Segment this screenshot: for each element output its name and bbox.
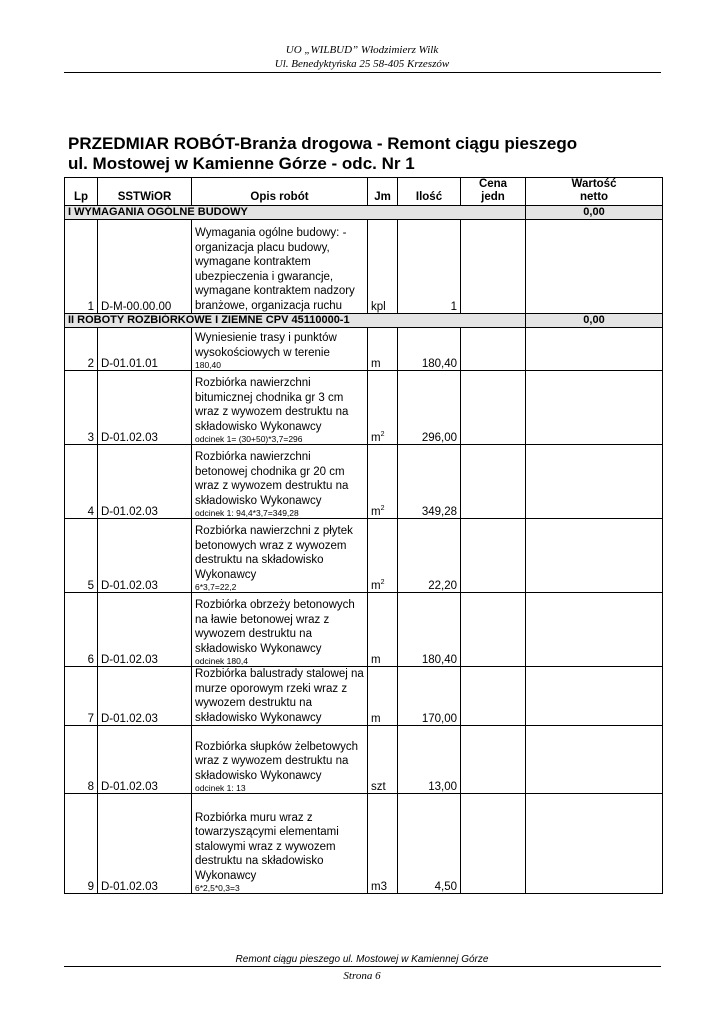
work-description: Rozbiórka muru wraz z towarzyszącymi elementami stalowymi wraz z wywozem destruktu na składowisko Wykonawcy — [195, 811, 339, 882]
work-description: Rozbiórka nawierzchni z płytek betonowych wraz z wywozem destruktu na składowisko Wykonawcy — [195, 525, 353, 581]
cell-wartosc — [526, 445, 663, 519]
quantity-calculation: 6*2,5*0,3=3 — [195, 883, 240, 893]
section-title: I WYMAGANIA OGÓLNE BUDOWY — [65, 206, 526, 220]
work-description: Rozbiórka nawierzchni bitumicznej chodnika gr 3 cm wraz z wywozem destruktu na składowisko Wykonawcy — [195, 377, 349, 433]
quantity-calculation: odcinek 1: 13 — [195, 783, 246, 793]
col-header-sst: SSTWiOR — [98, 178, 192, 206]
cell-cena — [461, 593, 526, 667]
quantity-calculation: 180,40 — [195, 360, 221, 370]
cell-wartosc — [526, 519, 663, 593]
table-body — [65, 206, 663, 894]
section-title: II ROBOTY ROZBIÓRKOWE I ZIEMNE CPV 45110000-1 — [65, 314, 526, 328]
cell-lp: 3 — [65, 371, 98, 445]
footer-page-number: Strona 6 — [343, 970, 381, 982]
section-total: 0,00 — [526, 206, 663, 220]
cell-lp: 5 — [65, 519, 98, 593]
work-description: Rozbiórka nawierzchni betonowej chodnika gr 20 cm wraz z wywozem destruktu na składowisko Wykonawcy — [195, 451, 349, 507]
unit: kpl — [371, 301, 386, 313]
cell-jm — [368, 371, 398, 445]
col-header-jm: Jm — [368, 178, 398, 206]
work-description: Wyniesienie trasy i punktów wysokościowych w terenie — [195, 332, 337, 359]
table-row — [65, 519, 663, 593]
unit: m — [371, 654, 381, 666]
col-header-cena: Cena jedn — [461, 178, 526, 206]
cell-wartosc — [526, 371, 663, 445]
cell-wartosc — [526, 726, 663, 794]
cell-opis — [192, 593, 368, 667]
document-title — [68, 134, 668, 174]
table-row — [65, 328, 663, 371]
table-row — [65, 445, 663, 519]
cell-cena — [461, 726, 526, 794]
table-row — [65, 794, 663, 894]
title-line-1: PRZEDMIAR ROBÓT-Branża drogowa - Remont ciągu pieszego — [68, 134, 578, 153]
unit-exponent: 2 — [380, 579, 385, 587]
header-divider — [64, 72, 661, 73]
cell-cena — [461, 667, 526, 726]
cell-lp: 7 — [65, 667, 98, 726]
title-line-2: ul. Mostowej w Kamienne Górze - odc. Nr 1 — [68, 154, 415, 173]
cell-ilosc: 13,00 — [398, 726, 461, 794]
unit: m — [371, 432, 381, 444]
cell-wartosc — [526, 328, 663, 371]
cell-ilosc: 1 — [398, 220, 461, 314]
quantity-calculation: odcinek 1: 94,4*3,7=349,28 — [195, 508, 299, 518]
header-address: Ul. Benedyktyńska 25 58-405 Krzeszów — [274, 58, 450, 70]
footer-divider — [64, 966, 661, 967]
cell-lp: 6 — [65, 593, 98, 667]
cell-jm — [368, 445, 398, 519]
col-header-lp: Lp — [65, 178, 98, 206]
bill-of-quantities-table — [64, 177, 663, 894]
cell-cena — [461, 519, 526, 593]
cell-opis — [192, 445, 368, 519]
unit-exponent: 2 — [380, 431, 385, 439]
cell-cena — [461, 371, 526, 445]
col-header-ilosc: Ilość — [398, 178, 461, 206]
cell-sst: D-01.02.03 — [98, 667, 192, 726]
footer-project: Remont ciągu pieszego ul. Mostowej w Kamiennej Górze — [235, 954, 489, 965]
section-row — [65, 206, 663, 220]
cell-jm — [368, 220, 398, 314]
quantity-calculation: 6*3,7=22,2 — [195, 582, 237, 592]
cell-ilosc: 180,40 — [398, 593, 461, 667]
unit: m3 — [371, 881, 387, 893]
cell-wartosc — [526, 220, 663, 314]
cell-sst: D-01.02.03 — [98, 593, 192, 667]
unit: m — [371, 713, 381, 725]
cell-sst: D-01.02.03 — [98, 794, 192, 894]
cell-ilosc: 22,20 — [398, 519, 461, 593]
table-row — [65, 593, 663, 667]
section-total: 0,00 — [526, 314, 663, 328]
unit-exponent: 2 — [380, 505, 385, 513]
cell-sst: D-01.02.03 — [98, 519, 192, 593]
cell-sst: D-M-00.00.00 — [98, 220, 192, 314]
cell-ilosc: 4,50 — [398, 794, 461, 894]
cell-sst: D-01.02.03 — [98, 445, 192, 519]
work-description: Wymagania ogólne budowy: - organizacja placu budowy, wymagane kontraktem ubezpieczenia i gwarancje, wymagane kontraktem nadzory branżowe, organizacja ruchu — [195, 227, 355, 312]
cell-lp: 4 — [65, 445, 98, 519]
unit: szt — [371, 781, 386, 793]
unit: m — [371, 580, 381, 592]
cell-sst: D-01.02.03 — [98, 726, 192, 794]
cell-jm — [368, 519, 398, 593]
col-header-opis: Opis robót — [192, 178, 368, 206]
cell-lp: 1 — [65, 220, 98, 314]
work-description: Rozbiórka słupków żelbetowych wraz z wywozem destruktu na składowisko Wykonawcy — [195, 740, 358, 782]
quantity-calculation: odcinek 180,4 — [195, 656, 248, 666]
cell-opis — [192, 519, 368, 593]
table-row — [65, 726, 663, 794]
cell-jm — [368, 726, 398, 794]
header-company: UO „WILBUD” Włodzimierz Wilk — [285, 44, 439, 56]
cell-lp: 8 — [65, 726, 98, 794]
cell-lp: 9 — [65, 794, 98, 894]
cell-wartosc — [526, 794, 663, 894]
section-row — [65, 314, 663, 328]
cell-cena — [461, 220, 526, 314]
cell-lp: 2 — [65, 328, 98, 371]
cell-wartosc — [526, 667, 663, 726]
cell-cena — [461, 794, 526, 894]
cell-wartosc — [526, 593, 663, 667]
cell-ilosc: 296,00 — [398, 371, 461, 445]
work-description: Rozbiórka balustrady stalowej na murze oporowym rzeki wraz z wywozem destruktu na składowisko Wykonawcy — [195, 668, 364, 724]
cell-ilosc: 170,00 — [398, 667, 461, 726]
cell-opis — [192, 667, 368, 726]
work-description: Rozbiórka obrzeży betonowych na ławie betonowej wraz z wywozem destruktu na składowisko Wykonawcy — [195, 599, 355, 655]
cell-jm — [368, 667, 398, 726]
quantity-calculation: odcinek 1= (30+50)*3,7=296 — [195, 434, 303, 444]
cell-opis — [192, 220, 368, 314]
cell-cena — [461, 445, 526, 519]
cell-ilosc: 180,40 — [398, 328, 461, 371]
table-header-row — [65, 178, 663, 206]
table-row — [65, 220, 663, 314]
cell-opis — [192, 371, 368, 445]
cell-jm — [368, 794, 398, 894]
cell-jm — [368, 593, 398, 667]
cell-jm — [368, 328, 398, 371]
unit: m — [371, 358, 381, 370]
cell-opis — [192, 726, 368, 794]
cell-sst: D-01.01.01 — [98, 328, 192, 371]
unit: m — [371, 506, 381, 518]
cell-ilosc: 349,28 — [398, 445, 461, 519]
cell-sst: D-01.02.03 — [98, 371, 192, 445]
cell-opis — [192, 794, 368, 894]
cell-cena — [461, 328, 526, 371]
table-row — [65, 371, 663, 445]
table-row — [65, 667, 663, 726]
col-header-wartosc: Wartość netto — [526, 178, 663, 206]
cell-opis — [192, 328, 368, 371]
